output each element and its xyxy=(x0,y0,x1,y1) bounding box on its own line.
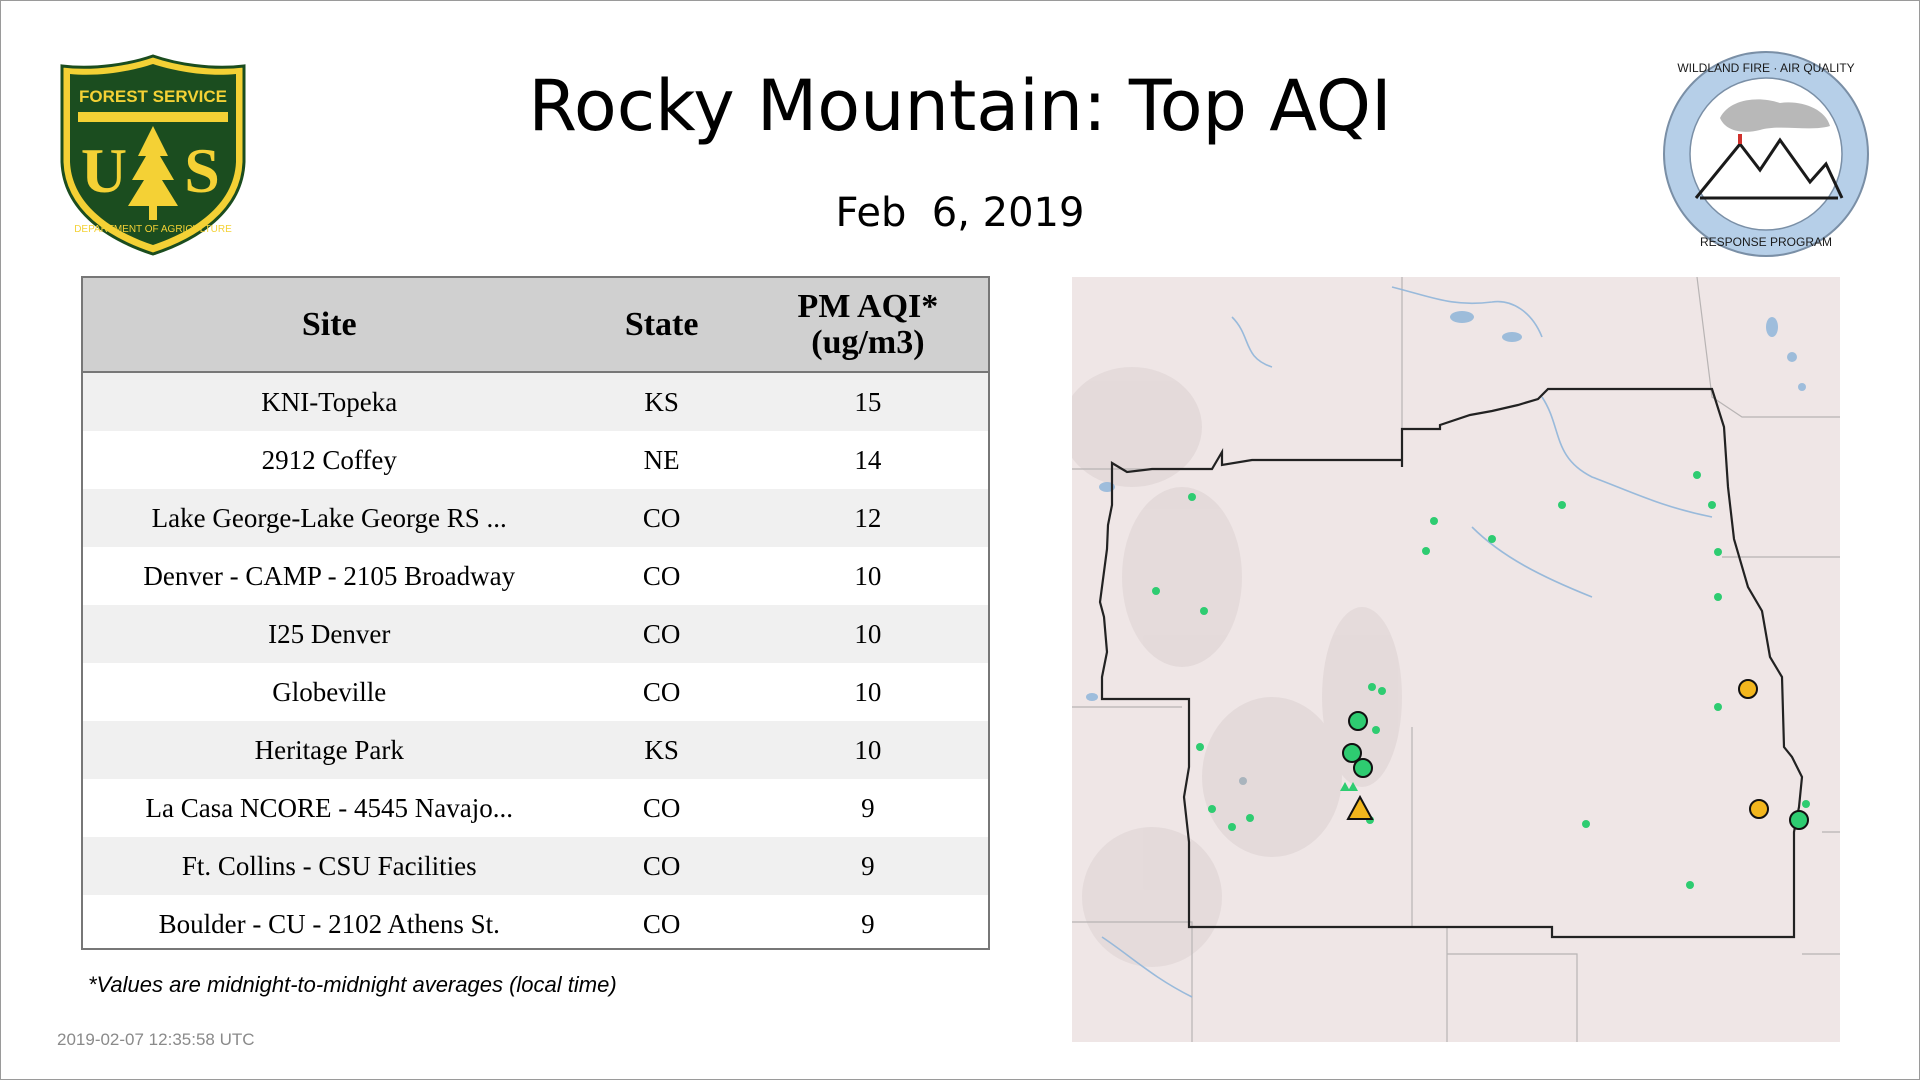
cell-site: Denver - CAMP - 2105 Broadway xyxy=(83,547,575,605)
cell-site: Globeville xyxy=(83,663,575,721)
cell-site: 2912 Coffey xyxy=(83,431,575,489)
forest-service-logo-bottom: DEPARTMENT OF AGRICULTURE xyxy=(74,224,232,235)
svg-text:S: S xyxy=(184,135,220,206)
cell-aqi: 10 xyxy=(748,721,988,779)
cell-aqi: 10 xyxy=(748,663,988,721)
cell-aqi: 9 xyxy=(748,779,988,837)
table-row xyxy=(83,547,988,605)
table-row xyxy=(83,489,988,547)
cell-state: CO xyxy=(575,489,747,547)
cell-site: Boulder - CU - 2102 Athens St. xyxy=(83,895,575,950)
cell-aqi: 12 xyxy=(748,489,988,547)
table-row xyxy=(83,721,988,779)
cell-site: Ft. Collins - CSU Facilities xyxy=(83,837,575,895)
cell-site: La Casa NCORE - 4545 Navajo... xyxy=(83,779,575,837)
cell-state: CO xyxy=(575,663,747,721)
cell-site: Lake George-Lake George RS ... xyxy=(83,489,575,547)
cell-aqi: 9 xyxy=(748,837,988,895)
cell-aqi: 14 xyxy=(748,431,988,489)
generated-timestamp: 2019-02-07 12:35:58 UTC xyxy=(57,1030,255,1049)
column-header-state: State xyxy=(575,278,747,372)
table-row xyxy=(83,663,988,721)
cell-state: KS xyxy=(575,721,747,779)
column-header-aqi-line1: PM AQI* xyxy=(797,287,939,325)
cell-state: CO xyxy=(575,779,747,837)
site-marker-moderate xyxy=(1750,800,1768,818)
column-header-aqi xyxy=(748,278,988,372)
cell-site: I25 Denver xyxy=(83,605,575,663)
cell-state: KS xyxy=(575,372,747,431)
footnote: *Values are midnight-to-midnight averages (local time) xyxy=(88,972,617,997)
cell-state: CO xyxy=(575,895,747,950)
site-marker-good xyxy=(1354,759,1372,777)
page-title: Rocky Mountain: Top AQI xyxy=(528,65,1392,147)
svg-text:U: U xyxy=(80,135,128,206)
wildland-logo-bottom: RESPONSE PROGRAM xyxy=(1699,235,1833,249)
cell-aqi: 10 xyxy=(748,605,988,663)
column-header-site: Site xyxy=(83,278,575,372)
table-row xyxy=(83,372,988,431)
cell-state: CO xyxy=(575,837,747,895)
table-row xyxy=(83,605,988,663)
forest-service-logo-top: FOREST SERVICE xyxy=(79,87,227,106)
column-header-aqi-line2: (ug/m3) xyxy=(811,323,925,361)
site-marker-good xyxy=(1790,811,1808,829)
table-row xyxy=(83,779,988,837)
table-header-row xyxy=(83,278,988,372)
wildland-logo-top: WILDLAND FIRE · AIR QUALITY xyxy=(1677,61,1855,75)
cell-site: Heritage Park xyxy=(83,721,575,779)
top-aqi-table xyxy=(81,276,990,950)
table-row xyxy=(83,431,988,489)
cell-state: CO xyxy=(575,605,747,663)
site-marker-good xyxy=(1349,712,1367,730)
table-row xyxy=(83,895,988,950)
cell-aqi: 10 xyxy=(748,547,988,605)
cell-state: CO xyxy=(575,547,747,605)
cell-site: KNI-Topeka xyxy=(83,372,575,431)
cell-aqi: 15 xyxy=(748,372,988,431)
table-row xyxy=(83,837,988,895)
region-map xyxy=(1072,277,1840,1042)
site-marker-moderate xyxy=(1739,680,1757,698)
cell-state: NE xyxy=(575,431,747,489)
report-date: Feb 6, 2019 xyxy=(835,190,1085,236)
cell-aqi: 9 xyxy=(748,895,988,950)
